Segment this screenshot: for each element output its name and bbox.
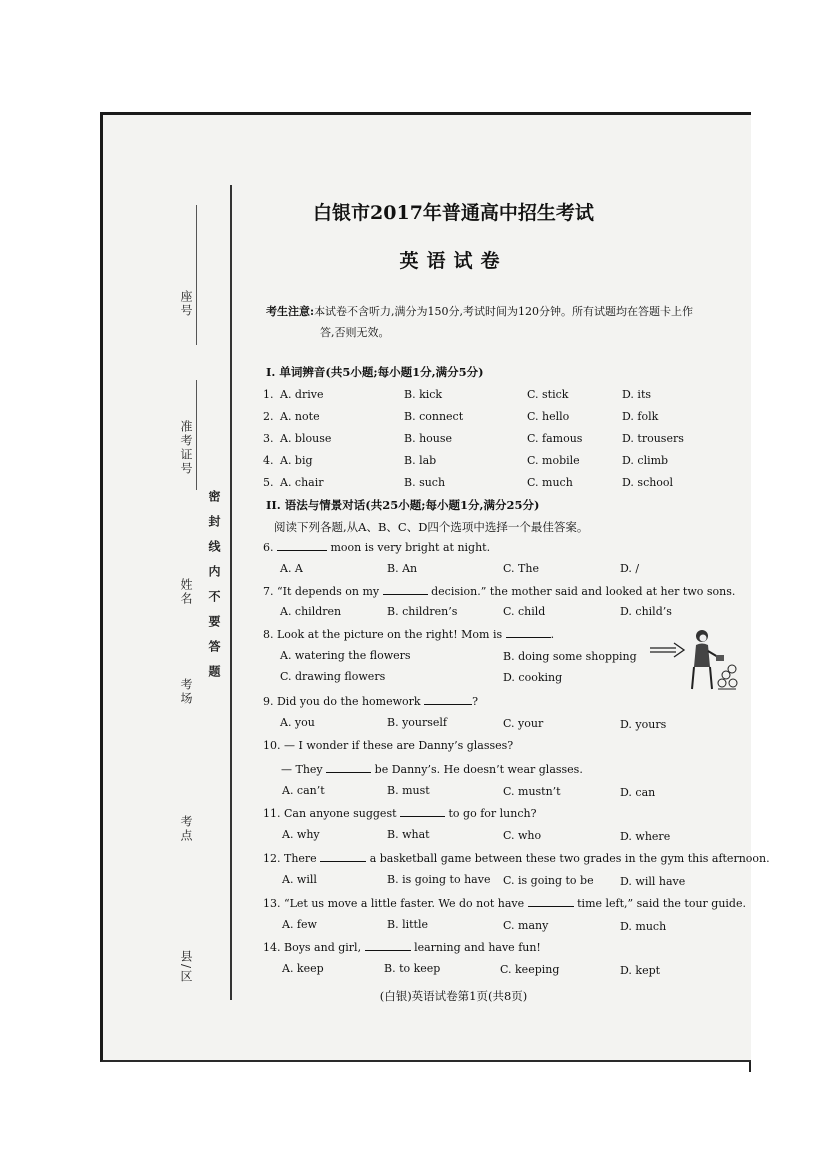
q12-post: a basketball game between these two grades in the gym this afternoon. xyxy=(369,852,770,865)
q9-option-b: B. yourself xyxy=(387,716,448,729)
q3-option-d: D. trousers xyxy=(622,432,684,445)
q12-option-b: B. is going to have xyxy=(387,873,491,886)
q1-number: 1. xyxy=(263,388,274,401)
q9-blank xyxy=(424,694,472,705)
q14-option-c: C. keeping xyxy=(500,963,560,976)
q2-option-d: D. folk xyxy=(622,410,659,423)
q8-post: . xyxy=(550,628,555,641)
q6-option-c: C. The xyxy=(503,562,539,575)
q6-option-a: A. A xyxy=(280,562,303,575)
exam-subtitle: 英语试卷 xyxy=(399,250,508,272)
q2-option-b: B. connect xyxy=(404,410,464,423)
q8-pre: 8. Look at the picture on the right! Mom is xyxy=(263,628,503,641)
q12-blank xyxy=(320,851,366,862)
q13-option-d: D. much xyxy=(620,920,667,933)
q10-post: be Danny’s. He doesn’t wear glasses. xyxy=(374,763,583,776)
q4-number: 4. xyxy=(263,454,274,467)
q13-stem xyxy=(263,896,746,910)
q2-number: 2. xyxy=(263,410,274,423)
q14-option-b: B. to keep xyxy=(384,962,441,975)
candidate-notice xyxy=(266,301,746,343)
q2-option-c: C. hello xyxy=(527,410,570,423)
section2-heading: II. 语法与情景对话(共25小题;每小题1分,满分25分) xyxy=(266,498,540,512)
q9-stem xyxy=(263,694,478,708)
name-label: 姓名 xyxy=(179,578,193,606)
q14-option-a: A. keep xyxy=(282,962,324,975)
q10-option-d: D. can xyxy=(620,786,656,799)
q6-option-b: B. An xyxy=(387,562,418,575)
q11-stem xyxy=(263,806,537,820)
site-label: 考点 xyxy=(179,815,193,843)
q6-stem xyxy=(263,540,490,554)
q5-option-b: B. such xyxy=(404,476,446,489)
q9-pre: 9. Did you do the homework xyxy=(263,695,421,708)
q1-option-b: B. kick xyxy=(404,388,443,401)
woman-watering-flowers-illustration xyxy=(692,630,737,689)
q13-option-c: C. many xyxy=(503,919,549,932)
q14-pre: 14. Boys and girl, xyxy=(263,941,362,954)
q7-blank xyxy=(383,584,428,595)
q11-option-d: D. where xyxy=(620,830,671,843)
notice-line1: 本试卷不含听力,满分为150分,考试时间为120分钟。所有试题均在答题卡上作 xyxy=(314,305,694,318)
q8-stem xyxy=(263,627,554,641)
q14-blank xyxy=(365,940,411,951)
exam-id-underline xyxy=(196,380,197,490)
q1-option-d: D. its xyxy=(622,388,652,401)
q8-option-c: C. drawing flowers xyxy=(280,670,386,683)
q12-option-c: C. is going to be xyxy=(503,874,594,887)
q6-post: moon is very bright at night. xyxy=(330,541,491,554)
q11-post: to go for lunch? xyxy=(448,807,537,820)
seat-label: 座号 xyxy=(179,290,193,318)
q10-blank xyxy=(326,762,371,773)
q9-option-d: D. yours xyxy=(620,718,667,731)
q11-option-a: A. why xyxy=(282,828,320,841)
section2-instruction: 阅读下列各题,从A、B、C、D四个选项中选择一个最佳答案。 xyxy=(274,520,589,534)
q11-blank xyxy=(400,806,445,817)
q11-option-c: C. who xyxy=(503,829,542,842)
q9-option-c: C. your xyxy=(503,717,544,730)
q6-pre: 6. xyxy=(263,541,274,554)
q12-pre: 12. There xyxy=(263,852,317,865)
q3-option-a: A. blouse xyxy=(280,432,332,445)
q7-option-b: B. children’s xyxy=(387,605,458,618)
q5-option-c: C. much xyxy=(527,476,573,489)
q1-option-c: C. stick xyxy=(527,388,569,401)
q11-pre: 11. Can anyone suggest xyxy=(263,807,397,820)
q5-number: 5. xyxy=(263,476,274,489)
q10-option-a: A. can’t xyxy=(282,784,325,797)
scan-edge-mark xyxy=(749,1062,751,1072)
q13-blank xyxy=(528,896,574,907)
q8-blank xyxy=(506,627,551,638)
q14-option-d: D. kept xyxy=(620,964,661,977)
q8-option-b: B. doing some shopping xyxy=(503,650,637,663)
q9-post: ? xyxy=(472,695,478,708)
q7-post: decision.” the mother said and looked at her two sons. xyxy=(431,585,736,598)
q7-stem xyxy=(263,584,735,598)
q7-option-d: D. child’s xyxy=(620,605,672,618)
exam-title: 白银市2017年普通高中招生考试 xyxy=(313,202,594,224)
q10-option-c: C. mustn’t xyxy=(503,785,561,798)
county-label: 县/区 xyxy=(179,950,193,985)
page-footer: (白银)英语试卷第1页(共8页) xyxy=(379,989,528,1003)
q4-option-a: A. big xyxy=(280,454,313,467)
q8-option-a: A. watering the flowers xyxy=(280,649,411,662)
right-arrow-icon xyxy=(650,643,684,657)
seal-notice: 密封线内不要答题 xyxy=(207,490,221,690)
notice-label: 考生注意: xyxy=(266,305,315,318)
q14-stem xyxy=(263,940,541,954)
q7-option-c: C. child xyxy=(503,605,546,618)
q13-post: time left,” said the tour guide. xyxy=(577,897,746,910)
q13-pre: 13. “Let us move a little faster. We do not have xyxy=(263,897,525,910)
q10-option-b: B. must xyxy=(387,784,430,797)
q4-option-b: B. lab xyxy=(404,454,437,467)
q10-pre: — They xyxy=(281,763,323,776)
q5-option-d: D. school xyxy=(622,476,674,489)
q3-number: 3. xyxy=(263,432,274,445)
q4-option-c: C. mobile xyxy=(527,454,580,467)
q4-option-d: D. climb xyxy=(622,454,669,467)
q13-option-b: B. little xyxy=(387,918,428,931)
q5-option-a: A. chair xyxy=(280,476,324,489)
q12-option-a: A. will xyxy=(282,873,317,886)
q1-option-a: A. drive xyxy=(280,388,324,401)
q2-option-a: A. note xyxy=(280,410,320,423)
q8-option-d: D. cooking xyxy=(503,671,563,684)
room-label: 考场 xyxy=(179,678,193,706)
q7-pre: 7. “It depends on my xyxy=(263,585,380,598)
q8-picture xyxy=(648,627,738,691)
exam-id-label: 准考证号 xyxy=(179,420,193,476)
q6-blank xyxy=(277,540,327,551)
q3-option-b: B. house xyxy=(404,432,453,445)
section1-heading: I. 单词辨音(共5小题;每小题1分,满分5分) xyxy=(266,365,484,379)
q14-post: learning and have fun! xyxy=(414,941,541,954)
q3-option-c: C. famous xyxy=(527,432,583,445)
q7-option-a: A. children xyxy=(280,605,342,618)
q9-option-a: A. you xyxy=(280,716,315,729)
notice-line2: 答,否则无效。 xyxy=(320,326,390,339)
q11-option-b: B. what xyxy=(387,828,430,841)
q12-stem xyxy=(263,851,770,865)
q10-stem xyxy=(281,762,583,776)
binding-line xyxy=(230,185,232,1000)
q6-option-d: D. / xyxy=(620,562,640,575)
seat-underline xyxy=(196,205,197,345)
q10-line1: 10. — I wonder if these are Danny’s glasses? xyxy=(263,739,514,752)
q13-option-a: A. few xyxy=(282,918,317,931)
q12-option-d: D. will have xyxy=(620,875,686,888)
